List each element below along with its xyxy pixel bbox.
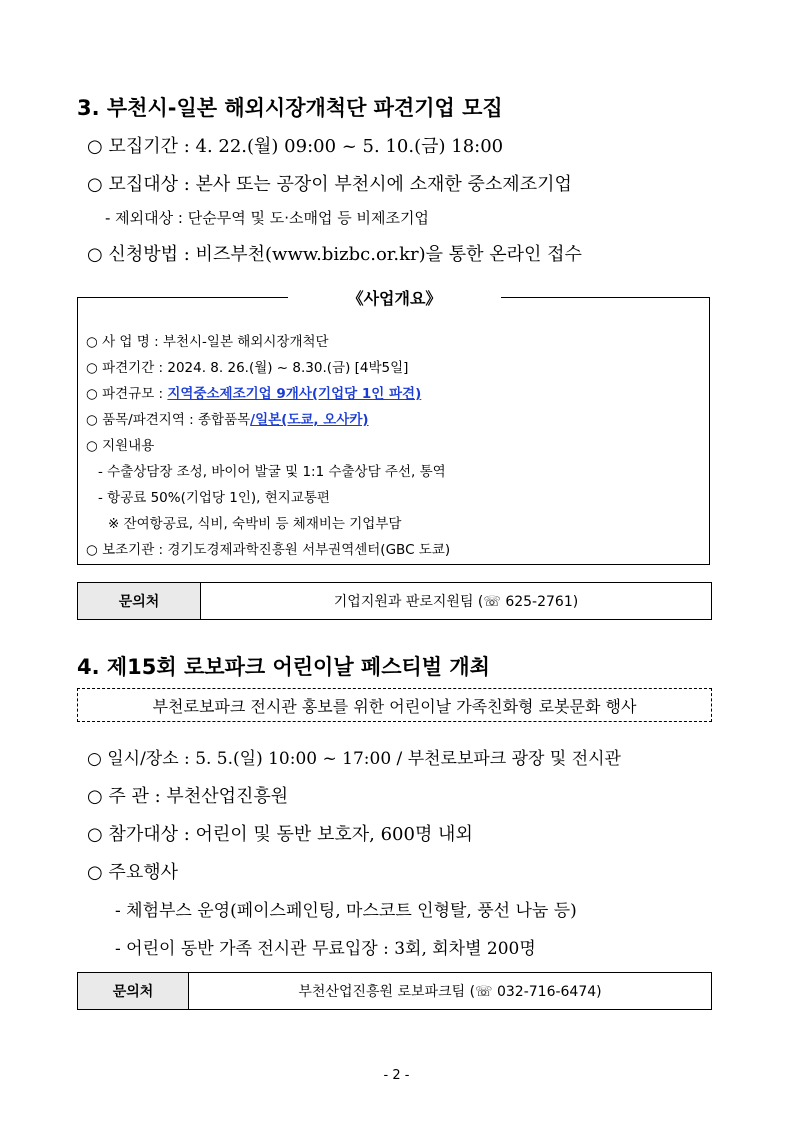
recruit-target: ○ 모집대상 : 본사 또는 공장이 부천시에 소재한 중소제조기업 bbox=[87, 174, 572, 195]
apply-method: ○ 신청방법 : 비즈부천(www.bizbc.or.kr)을 통한 온라인 접수 bbox=[87, 244, 582, 265]
overview-items-region bbox=[86, 408, 369, 428]
section-3-contact bbox=[77, 582, 712, 620]
excluded-target: - 제외대상 : 단순무역 및 도·소매업 등 비제조기업 bbox=[105, 209, 429, 227]
event-main-heading: ○ 주요행사 bbox=[87, 862, 178, 883]
event-host: ○ 주 관 : 부천산업진흥원 bbox=[87, 786, 289, 807]
section-4-contact bbox=[77, 972, 712, 1010]
items-region-label: ○ 품목/파견지역 : 종합품목 bbox=[86, 412, 251, 428]
event-item-2: - 어린이 동반 가족 전시관 무료입장 : 3회, 회차별 200명 bbox=[115, 939, 536, 959]
dispatch-scale-label: ○ 파견규모 : bbox=[86, 386, 168, 402]
overview-assisting-agency: ○ 보조기관 : 경기도경제과학진흥원 서부권역센터(GBC 도쿄) bbox=[86, 542, 451, 558]
section-4-summary: 부천로보파크 전시관 홍보를 위한 어린이날 가족친화형 로봇문화 행사 bbox=[77, 688, 712, 722]
contact-value: 기업지원과 판로지원팀 (☏ 625-2761) bbox=[333, 594, 579, 610]
event-item-1: - 체험부스 운영(페이스페인팅, 마스코트 인형탈, 풍선 나눔 등) bbox=[115, 901, 577, 921]
contact-label: 문의처 bbox=[78, 973, 189, 1009]
overview-dispatch-period: ○ 파견기간 : 2024. 8. 26.(월) ~ 8.30.(금) [4박5일] bbox=[86, 360, 409, 376]
contact-value: 부천산업진흥원 로보파크팀 (☏ 032-716-6474) bbox=[298, 984, 602, 1000]
page-number: - 2 - bbox=[383, 1068, 410, 1083]
section-4-title: 4. 제15회 로보파크 어린이날 페스티벌 개최 bbox=[77, 655, 490, 679]
items-region-value: /일본(도쿄, 오사카) bbox=[250, 412, 369, 428]
event-datetime-place: ○ 일시/장소 : 5. 5.(일) 10:00 ~ 17:00 / 부천로보파크 광장 및 전시관 bbox=[87, 749, 621, 769]
support-item-2: - 항공료 50%(기업당 1인), 현지교통편 bbox=[98, 490, 330, 506]
contact-label: 문의처 bbox=[78, 583, 201, 619]
recruit-period: ○ 모집기간 : 4. 22.(월) 09:00 ~ 5. 10.(금) 18:00 bbox=[87, 136, 504, 157]
dispatch-scale-value: 지역중소제조기업 9개사(기업당 1인 파견) bbox=[167, 386, 422, 402]
business-overview-box bbox=[77, 289, 710, 565]
overview-title: 《사업개요》 bbox=[288, 286, 501, 309]
event-participants: ○ 참가대상 : 어린이 및 동반 보호자, 600명 내외 bbox=[87, 824, 473, 845]
support-note: ※ 잔여항공료, 식비, 숙박비 등 체재비는 기업부담 bbox=[108, 516, 402, 532]
overview-dispatch-scale bbox=[86, 382, 421, 402]
section-3-title: 3. 부천시-일본 해외시장개척단 파견기업 모집 bbox=[77, 96, 503, 120]
overview-project-name: ○ 사 업 명 : 부천시-일본 해외시장개척단 bbox=[86, 334, 329, 350]
support-item-1: - 수출상담장 조성, 바이어 발굴 및 1:1 수출상담 주선, 통역 bbox=[98, 464, 446, 480]
overview-support-heading: ○ 지원내용 bbox=[86, 438, 155, 454]
